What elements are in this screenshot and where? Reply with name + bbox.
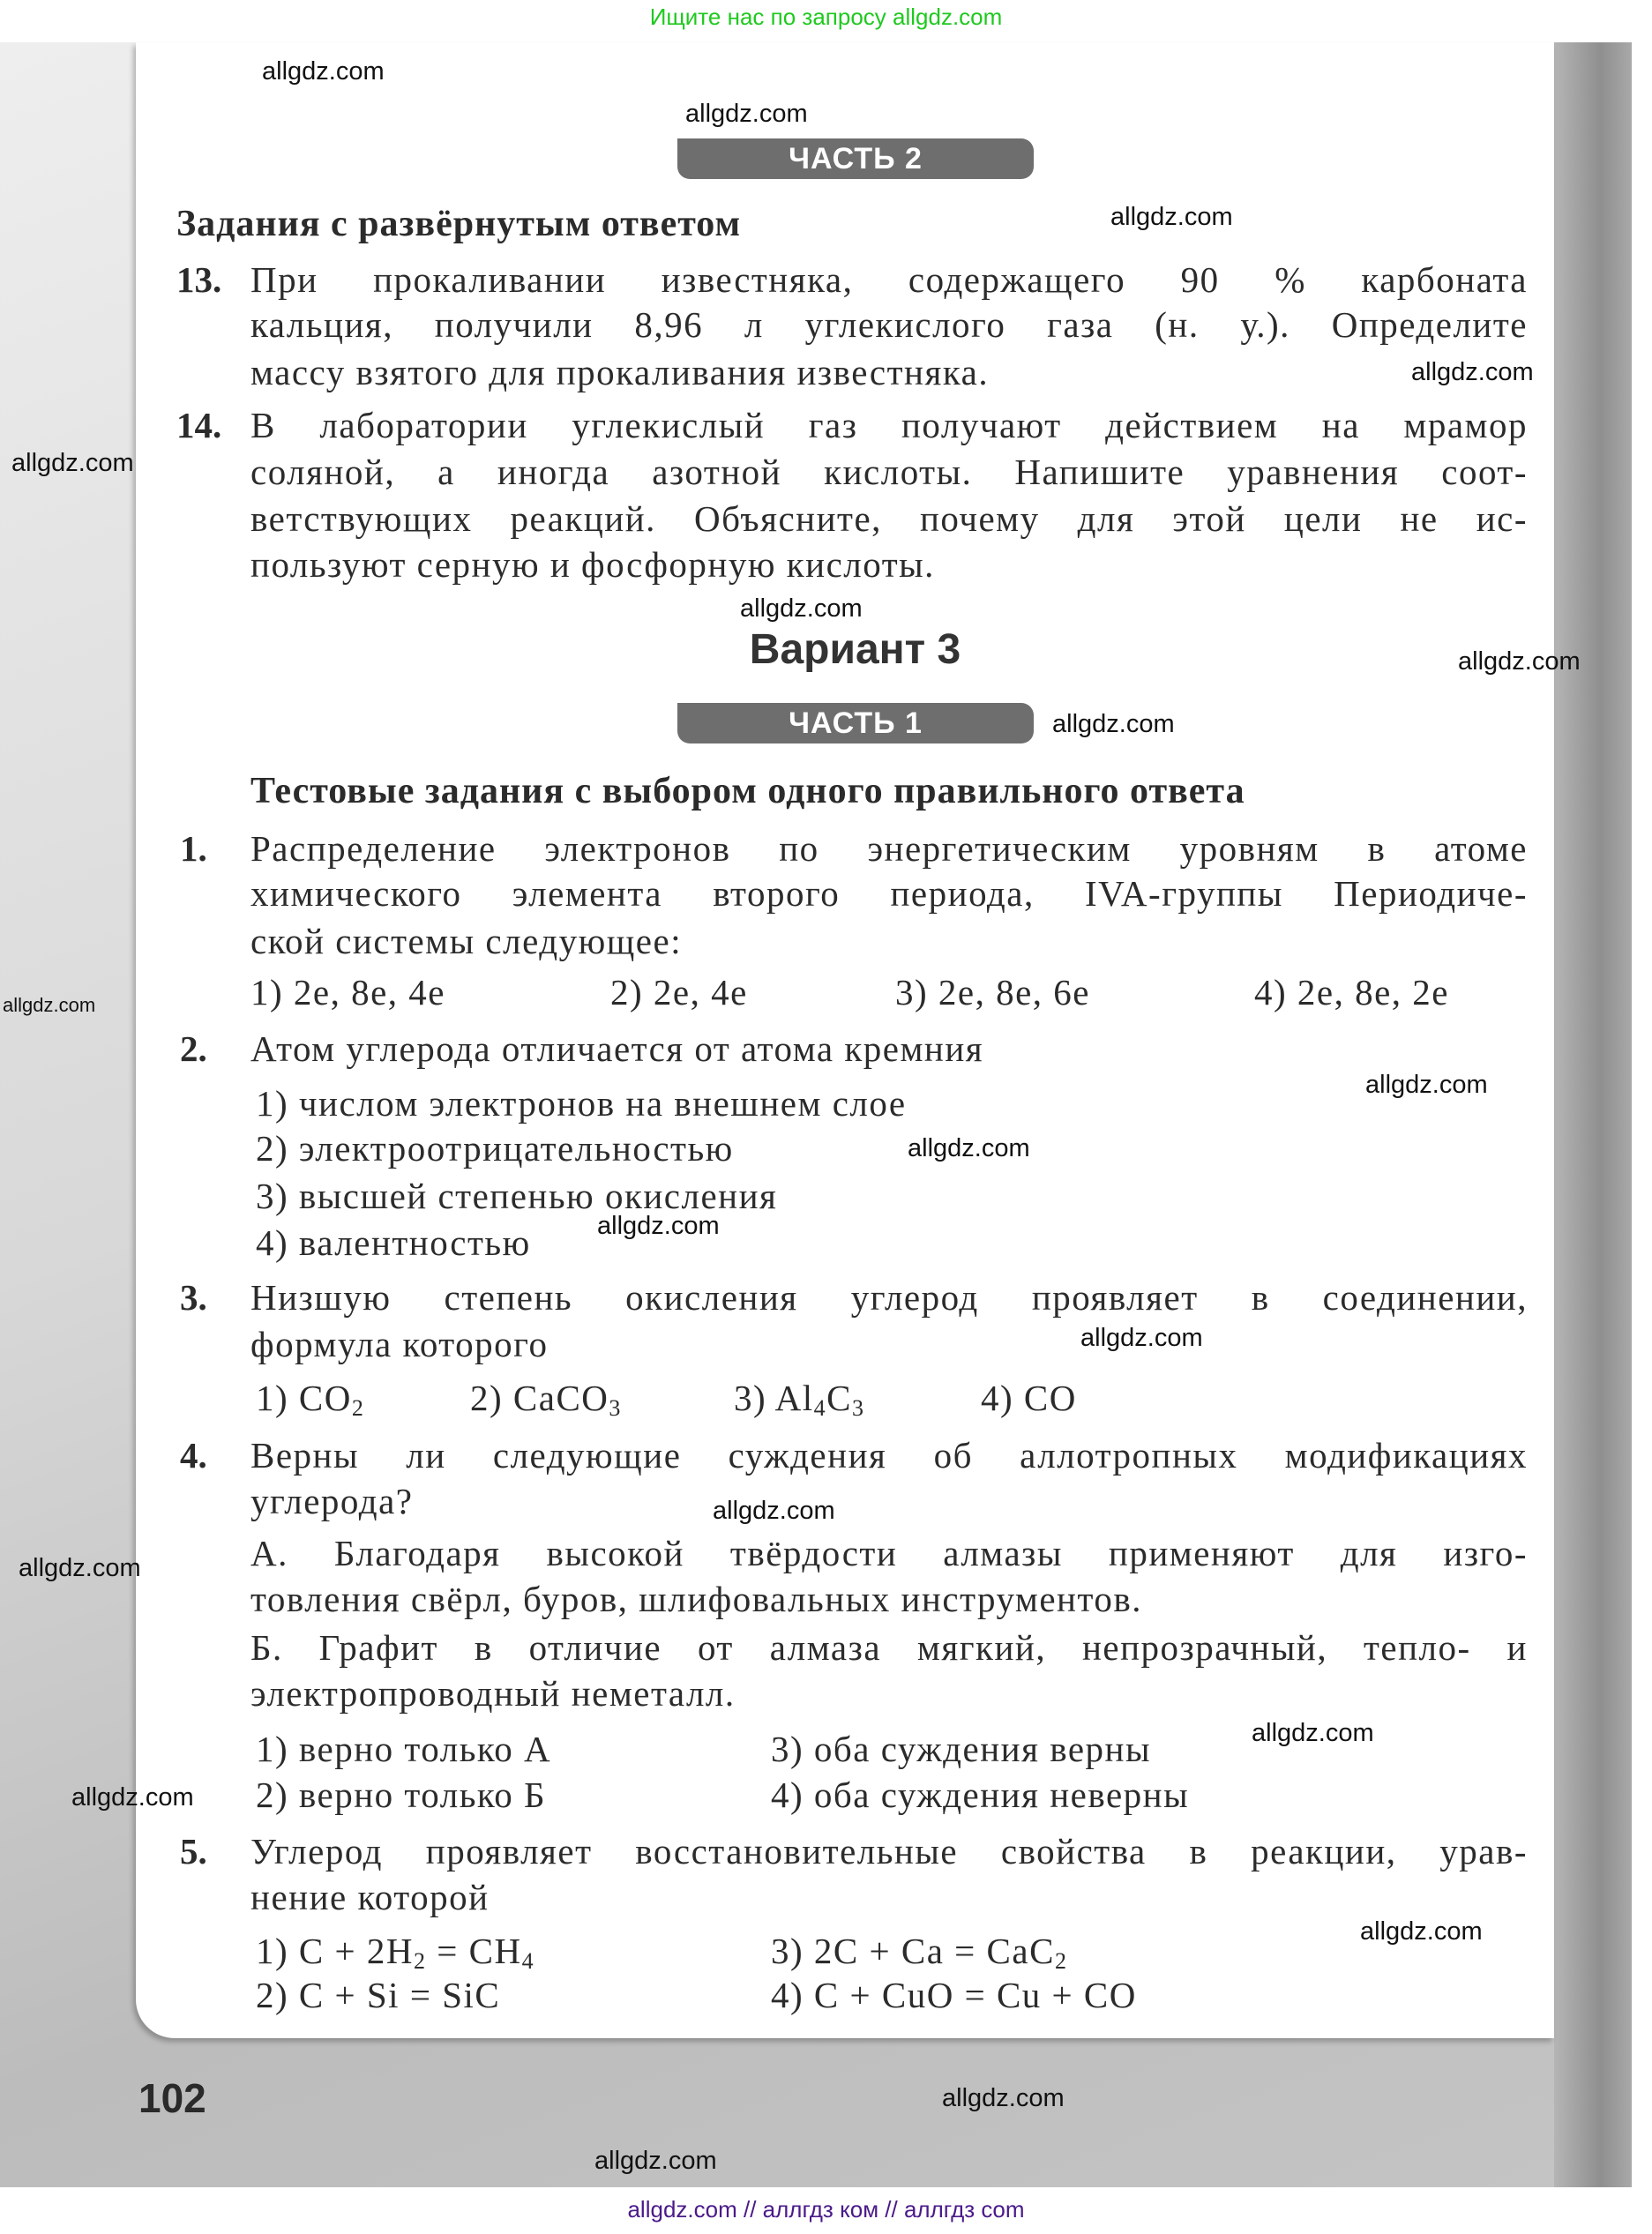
watermark: allgdz.com [11, 449, 134, 477]
question-2-option: 2) электроотрицательностью [256, 1128, 734, 1169]
task-13-line: При прокаливании известняка, содержащего 90 % карбоната [250, 259, 1528, 300]
question-1-line: ской системы следующее: [250, 921, 683, 961]
variant-title: Вариант 3 [749, 626, 961, 673]
formula-subscript: 3 [609, 1395, 622, 1421]
watermark: allgdz.com [685, 100, 808, 128]
watermark: allgdz.com [713, 1497, 835, 1525]
question-3-option [734, 1376, 865, 1420]
watermark: allgdz.com [597, 1212, 720, 1240]
book-spine-shadow [1554, 42, 1632, 2187]
task-14-line: ветствующих реакций. Объясните, почему для этой цели не ис- [250, 498, 1528, 539]
question-1-option: 3) 2e, 8e, 6e [895, 972, 1090, 1012]
formula-subscript: 2 [413, 1948, 427, 1974]
part1-heading: Тестовые задания с выбором одного правильного ответа [250, 771, 1245, 811]
watermark: allgdz.com [1252, 1719, 1374, 1747]
watermark: allgdz.com [1411, 358, 1534, 386]
question-2-number: 2. [180, 1028, 207, 1069]
statement-a-line: товления свёрл, буров, шлифовальных инструментов. [250, 1579, 1142, 1619]
formula-text: = CH [426, 1931, 522, 1971]
question-1-line: Распределение электронов по энергетическим уровням в атоме [250, 828, 1528, 869]
question-3-option: 4) CO [981, 1378, 1077, 1418]
question-4-option: 4) оба суждения неверны [771, 1774, 1190, 1815]
page-number: 102 [138, 2075, 206, 2121]
watermark: allgdz.com [1110, 203, 1233, 231]
question-1-option: 1) 2e, 8e, 4e [250, 972, 445, 1012]
question-3-number: 3. [180, 1277, 207, 1318]
question-1-option: 2) 2e, 4e [610, 972, 748, 1012]
task-13-number: 13. [176, 259, 222, 300]
task-14-line: соляной, а иногда азотной кислоты. Напишите уравнения соот- [250, 452, 1528, 492]
question-4-number: 4. [180, 1435, 207, 1476]
formula-text: 3) Al [734, 1378, 814, 1418]
question-5-line: Углерод проявляет восстановительные свойства в реакции, урав- [250, 1831, 1528, 1872]
watermark: allgdz.com [594, 2147, 717, 2175]
statement-a-line: А. Благодаря высокой твёрдости алмазы применяют для изго- [250, 1533, 1528, 1573]
formula-subscript: 2 [1054, 1948, 1068, 1974]
question-5-option [771, 1929, 1067, 1973]
question-3-line: Низшую степень окисления углерод проявляет в соединении, [250, 1277, 1528, 1318]
statement-b-line: электропроводный неметалл. [250, 1673, 736, 1714]
question-3-line: формула которого [250, 1324, 549, 1364]
formula-subscript: 2 [351, 1395, 365, 1421]
formula-text: 1) CO [256, 1378, 352, 1418]
question-5-line: нение которой [250, 1877, 490, 1917]
question-4-option: 3) оба суждения верны [771, 1729, 1152, 1769]
question-2-line: Атом углерода отличается от атома кремния [250, 1028, 984, 1069]
watermark: allgdz.com [19, 1554, 141, 1582]
task-14-number: 14. [176, 405, 222, 445]
question-5-number: 5. [180, 1831, 207, 1872]
formula-subscript: 3 [852, 1395, 865, 1421]
watermark: allgdz.com [942, 2084, 1065, 2112]
question-2-option: 3) высшей степенью окисления [256, 1176, 778, 1216]
footer-watermark: allgdz.com // аллгдз ком // аллгдз com [627, 2196, 1025, 2223]
question-5-option: 4) C + CuO = Cu + CO [771, 1975, 1137, 2015]
question-1-line: химического элемента второго периода, IVA-группы Периодиче- [250, 873, 1528, 914]
question-5-option [256, 1929, 534, 1973]
formula-text: 1) C + 2H [256, 1931, 414, 1971]
part2-badge: ЧАСТЬ 2 [677, 138, 1034, 179]
watermark: allgdz.com [1052, 710, 1175, 738]
question-1-number: 1. [180, 828, 207, 869]
watermark: allgdz.com [740, 594, 863, 623]
formula-text: C [826, 1378, 853, 1418]
formula-text: 2) CaCO [470, 1378, 609, 1418]
task-13-line: массу взятого для прокаливания известняка. [250, 352, 990, 392]
part1-badge: ЧАСТЬ 1 [677, 703, 1034, 743]
part2-heading: Задания с развёрнутым ответом [176, 204, 742, 244]
watermark: allgdz.com [3, 994, 96, 1016]
formula-subscript: 4 [521, 1948, 535, 1974]
question-5-option: 2) C + Si = SiC [256, 1975, 501, 2015]
formula-text: 3) 2C + Ca = CaC [771, 1931, 1055, 1971]
task-14-line: В лаборатории углекислый газ получают действием на мрамор [250, 405, 1528, 445]
question-3-option [470, 1376, 622, 1420]
question-4-option: 2) верно только Б [256, 1774, 547, 1815]
question-3-option [256, 1376, 364, 1420]
watermark: allgdz.com [908, 1134, 1030, 1162]
task-14-line: пользуют серную и фосфорную кислоты. [250, 544, 935, 585]
question-1-option: 4) 2e, 8e, 2e [1254, 972, 1449, 1012]
top-banner-link[interactable]: Ищите нас по запросу allgdz.com [649, 4, 1003, 30]
question-4-line: углерода? [250, 1481, 414, 1521]
watermark: allgdz.com [71, 1783, 194, 1812]
question-2-option: 1) числом электронов на внешнем слое [256, 1083, 907, 1124]
watermark: allgdz.com [1080, 1324, 1203, 1352]
question-4-option: 1) верно только А [256, 1729, 552, 1769]
task-13-line: кальция, получили 8,96 л углекислого газа (н. у.). Определите [250, 304, 1528, 345]
question-2-option: 4) валентностью [256, 1222, 531, 1263]
watermark: allgdz.com [1360, 1917, 1483, 1946]
formula-subscript: 4 [813, 1395, 827, 1421]
watermark: allgdz.com [262, 57, 385, 86]
statement-b-line: Б. Графит в отличие от алмаза мягкий, непрозрачный, тепло- и [250, 1627, 1528, 1668]
watermark: allgdz.com [1365, 1071, 1488, 1099]
question-4-line: Верны ли следующие суждения об аллотропных модификациях [250, 1435, 1528, 1476]
watermark: allgdz.com [1458, 647, 1581, 676]
